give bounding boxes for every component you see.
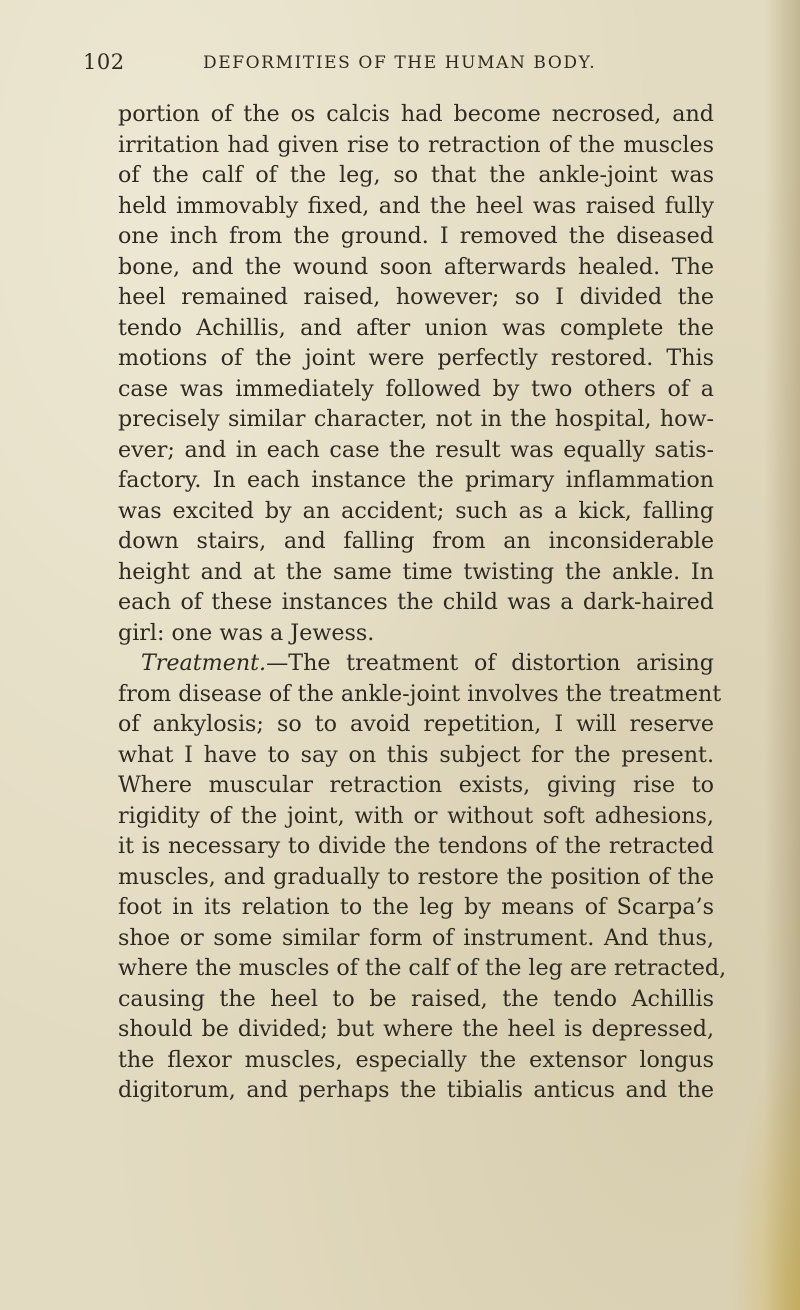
text-line: irritation had given rise to retraction of the muscles bbox=[118, 131, 714, 158]
text-line: causing the heel to be raised, the tendo Achillis bbox=[118, 985, 714, 1012]
text-line: factory. In each instance the primary inflammation bbox=[118, 467, 714, 493]
text-line: ever; and in each case the result was equally satis- bbox=[118, 436, 714, 463]
page-header bbox=[83, 50, 723, 80]
text-line: precisely similar character, not in the hospital, how- bbox=[118, 406, 714, 432]
section-heading-treatment: Treatment. bbox=[141, 650, 267, 676]
text-line: portion of the os calcis had become necrosed, and bbox=[118, 101, 714, 127]
text-line: one inch from the ground. I removed the diseased bbox=[118, 223, 714, 249]
text-line: each of these instances the child was a dark-haired bbox=[118, 589, 714, 615]
text-line: should be divided; but where the heel is depressed, bbox=[118, 1016, 714, 1042]
text-line: the flexor muscles, especially the extensor longus bbox=[118, 1046, 714, 1073]
text-line: foot in its relation to the leg by means of Scarpa’s bbox=[118, 894, 714, 920]
page-number: 102 bbox=[83, 50, 125, 74]
text-line-rest: —The treatment of distortion arising bbox=[266, 650, 714, 676]
paragraph-treatment bbox=[118, 648, 727, 1106]
text-line: tendo Achillis, and after union was complete the bbox=[118, 314, 714, 341]
text-line: rigidity of the joint, with or without soft adhesions, bbox=[118, 802, 714, 829]
text-line: where the muscles of the calf of the leg are retracted, bbox=[118, 955, 727, 981]
treatment-first-line bbox=[118, 648, 714, 679]
text-line: was excited by an accident; such as a kick, falling bbox=[118, 497, 714, 524]
text-line: muscles, and gradually to restore the position of the bbox=[118, 863, 714, 890]
text-line: height and at the same time twisting the ankle. In bbox=[118, 558, 714, 585]
text-line: case was immediately followed by two others of a bbox=[118, 375, 714, 402]
text-line: it is necessary to divide the tendons of the retracted bbox=[118, 833, 714, 859]
text-line: heel remained raised, however; so I divided the bbox=[118, 284, 714, 310]
text-line: down stairs, and falling from an inconsiderable bbox=[118, 528, 714, 554]
text-line: held immovably fixed, and the heel was raised fully bbox=[118, 192, 714, 219]
text-line: girl: one was a Jewess. bbox=[118, 619, 375, 646]
text-line: digitorum, and perhaps the tibialis anticus and the bbox=[118, 1077, 714, 1103]
text-line: Where muscular retraction exists, giving rise to bbox=[118, 772, 714, 798]
paragraph-case-report bbox=[118, 99, 714, 648]
text-line: shoe or some similar form of instrument. And thus, bbox=[118, 924, 714, 951]
page-edge-stain bbox=[730, 1030, 800, 1310]
body-text bbox=[118, 99, 727, 1106]
text-line: what I have to say on this subject for the present. bbox=[118, 741, 714, 768]
text-line: of ankylosis; so to avoid repetition, I will reserve bbox=[118, 711, 714, 737]
running-head: DEFORMITIES OF THE HUMAN BODY. bbox=[203, 53, 597, 73]
text-line: from disease of the ankle-joint involves the treatment bbox=[118, 680, 722, 707]
text-line: of the calf of the leg, so that the ankle-joint was bbox=[118, 162, 714, 188]
text-line: bone, and the wound soon afterwards healed. The bbox=[118, 253, 714, 280]
text-line: motions of the joint were perfectly restored. This bbox=[118, 345, 714, 371]
